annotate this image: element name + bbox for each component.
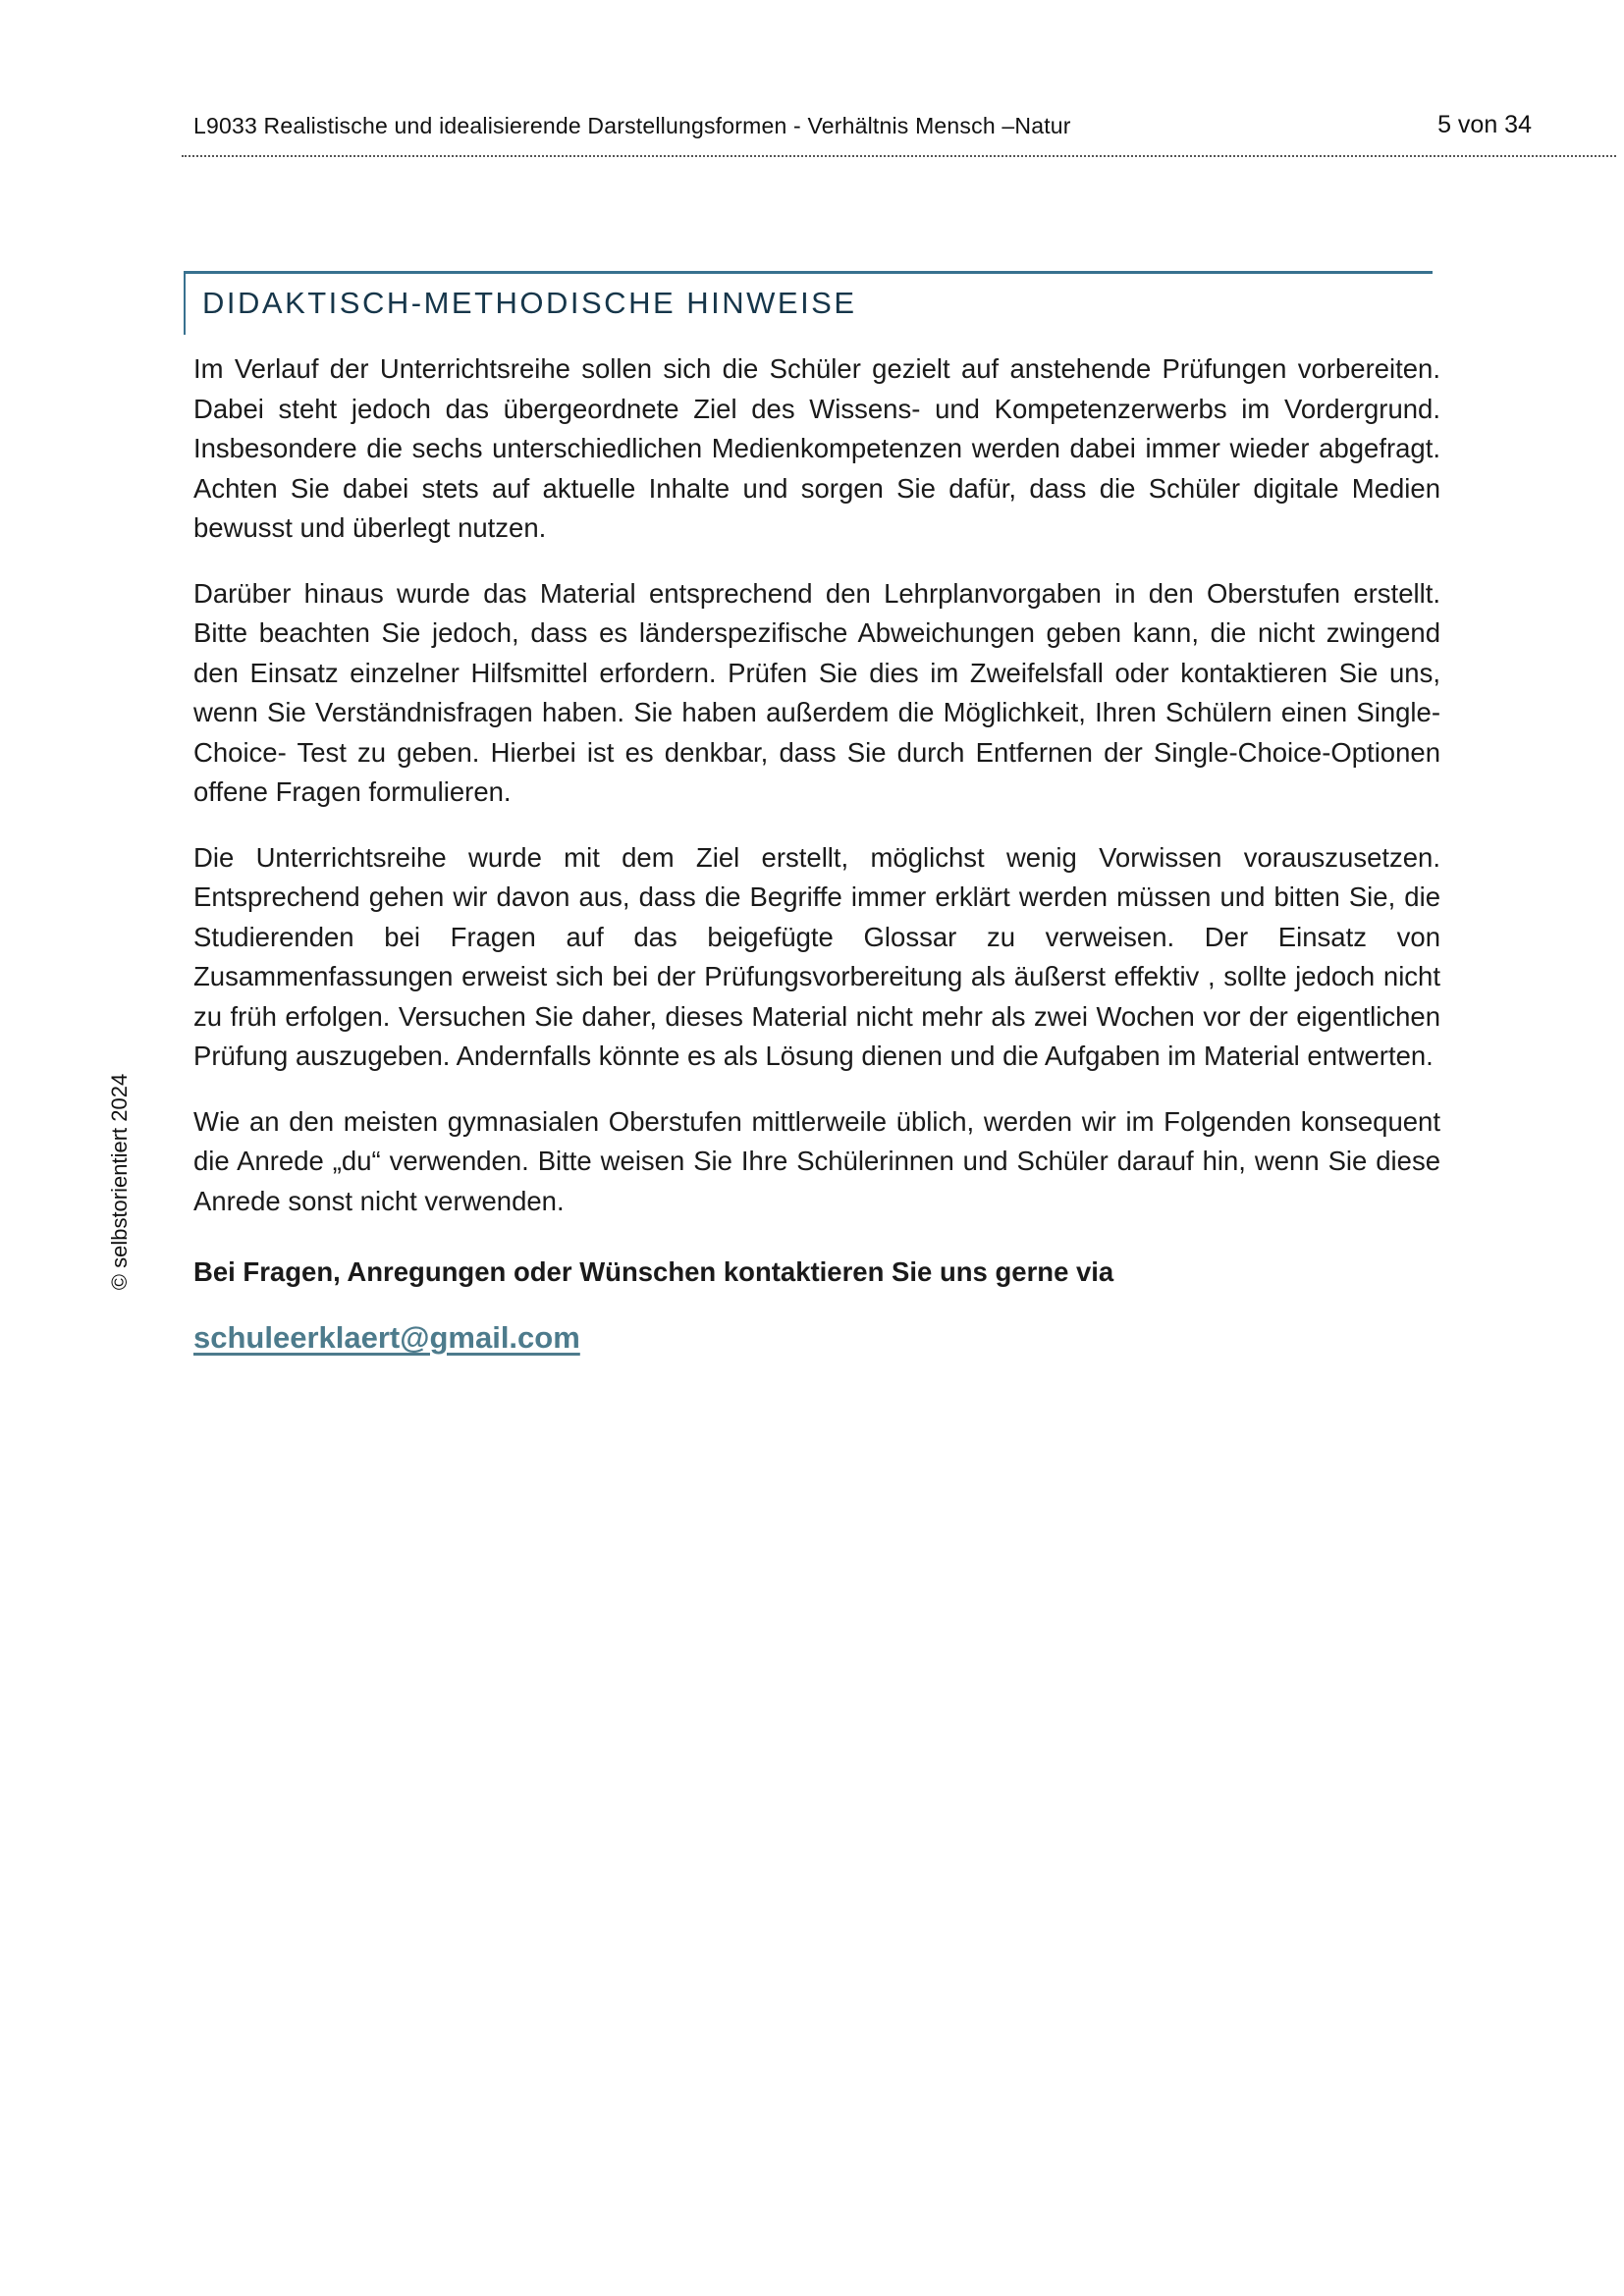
section-heading-box [184,271,1433,335]
header-divider [182,155,1616,157]
document-title: L9033 Realistische und idealisierende Darstellungsformen - Verhältnis Mensch –Natur [193,113,1071,138]
contact-email [193,1318,1440,1360]
running-header [193,111,1532,139]
section-heading: DIDAKTISCH-METHODISCHE HINWEISE [202,286,857,320]
email-link[interactable]: schuleerklaert@gmail.com [193,1319,580,1355]
copyright-notice: © selbstorientiert 2024 [107,1073,132,1291]
paragraph-exam-preparation: Im Verlauf der Unterrichtsreihe sollen sich die Schüler gezielt auf anstehende Prüfungen vorbereiten. Dabei steht jedoch das übergeordnete Ziel des Wissens- und Kompetenzerwerbs im Vordergrund. Insbesondere die sechs unterschiedlichen Medienkompetenzen werden dabei immer wieder abgefragt. Achten Sie dabei stets auf aktuelle Inhalte und sorgen Sie dafür, dass die Schüler digitale Medien bewusst und überlegt nutzen. [193,353,1440,543]
contact-block [193,1253,1440,1359]
paragraph-du-form: Wie an den meisten gymnasialen Oberstufen mittlerweile üblich, werden wir im Folgenden konsequent die Anrede „du“ verwenden. Bitte weisen Sie Ihre Schülerinnen und Schüler darauf hin, wenn Sie diese Anrede sonst nicht verwenden. [193,1105,1440,1216]
body-content [193,349,1440,1384]
paragraph-prior-knowledge: Die Unterrichtsreihe wurde mit dem Ziel erstellt, möglichst wenig Vorwissen vorauszusetzen. Entsprechend gehen wir davon aus, dass die Begriffe immer erklärt werden müssen und bitten Sie, die Studierenden bei Fragen auf das beigefügte Glossar zu verweisen. Der Einsatz von Zusammenfassungen erweist sich bei der Prüfungsvorbereitung als äußerst effektiv , sollte jedoch nicht zu früh erfolgen. Versuchen Sie daher, dieses Material nicht mehr als zwei Wochen vor der eigentlichen Prüfung auszugeben. Andernfalls könnte es als Lösung dienen und die Aufgaben im Material entwerten. [193,841,1440,1071]
page-indicator: 5 von 34 [1437,111,1532,138]
paragraph-curriculum-notes: Darüber hinaus wurde das Material entsprechend den Lehrplanvorgaben in den Oberstufen erstellt. Bitte beachten Sie jedoch, dass es länderspezifische Abweichungen geben kann, die nicht zwingend den Einsatz einzelner Hilfsmittel erfordern. Prüfen Sie dies im Zweifelsfall oder kontaktieren Sie uns, wenn Sie Verständnisfragen haben. Sie haben außerdem die Möglichkeit, Ihren Schülern einen Single-Choice- Test zu geben. Hierbei ist es denkbar, dass Sie durch Entfernen der Single-Choice-Optionen offene Fragen formulieren. [193,577,1440,807]
contact-line: Bei Fragen, Anregungen oder Wünschen kontaktieren Sie uns gerne via [193,1256,1114,1287]
